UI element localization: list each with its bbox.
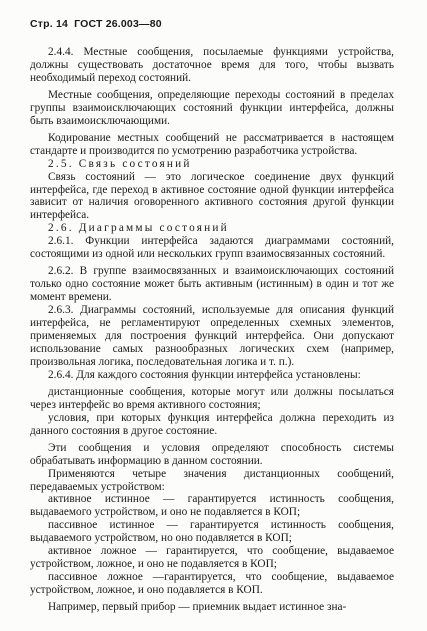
paragraph: Местные сообщения, определяющие переходы состояний в пределах группы взаимоисключающих состояний функции интерфейса, должны быть взаимоисключающими. [30, 88, 394, 127]
paragraph-2-6-2: 2.6.2. В группе взаимосвязанных и взаимоисключающих состояний только одно состояние может быть активным (истинным) в один и тот же момент времени. [30, 265, 394, 304]
list-item: пассивное ложное —гарантируется, что сообщение, выдаваемое устройством, ложное, и оно подавляется в КОП. [30, 571, 394, 597]
standard-designation: ГОСТ 26.003—80 [74, 18, 162, 30]
list-item: условия, при которых функция интерфейса должна переходить из данного состояния в другое состояние. [30, 411, 394, 437]
paragraph-2-6-4: 2.6.4. Для каждого состояния функции интерфейса установлены: [48, 368, 361, 381]
section-heading-2-5: 2.5. Связь состояний [48, 157, 192, 170]
paragraph: Связь состояний — это логическое соединение двух функций интерфейса, где переход в активное состояние одной функции интерфейса зависит от наличия оговоренного активного состояния другой функции интерфейса. [30, 170, 394, 222]
paragraph-2-6-3: 2.6.3. Диаграммы состояний, используемые для описания функций интерфейса, не регламентируют определенных схемных элементов, применяемых для построения функций интерфейса. Они допускают использование самых разнообразных логических схем (например, произвольная логика, последовательная логика и т. п.). [30, 304, 394, 368]
list-item: дистанционные сообщения, которые могут или должны посылаться через интерфейс во время активного состояния; [30, 385, 394, 411]
paragraph: Эти сообщения и условия определяют способность системы обрабатывать информацию в данном состоянии. [30, 441, 394, 467]
page-number: Стр. 14 [30, 18, 69, 30]
list-item: пассивное истинное — гарантируется истинность сообщения, выдаваемого устройством, но оно подавляется в КОП; [30, 519, 394, 545]
document-body [30, 46, 394, 614]
page-header [30, 18, 162, 30]
paragraph: Применяются четыре значения дистанционных сообщений, передаваемых устройством: [30, 467, 394, 493]
paragraph: Например, первый прибор — приемник выдает истинное зна- [48, 601, 347, 614]
paragraph: Кодирование местных сообщений не рассматривается в настоящем стандарте и производится по усмотрению разработчика устройства. [30, 131, 394, 157]
paragraph-2-6-1: 2.6.1. Функции интерфейса задаются диаграммами состояний, состоящими из одной или нескольких групп взаимосвязанных состояний. [30, 235, 394, 261]
list-item: активное ложное — гарантируется, что сообщение, выдаваемое устройством, ложное, и оно не подавляется в КОП; [30, 545, 394, 571]
list-item: активное истинное — гарантируется истинность сообщения, выдаваемого устройством, и оно не подавляется в КОП; [30, 493, 394, 519]
paragraph-2-4-4: 2.4.4. Местные сообщения, посылаемые функциями устройства, должны существовать достаточное время для того, чтобы вызвать необходимый переход состояний. [30, 46, 394, 84]
section-heading-2-6: 2.6. Диаграммы состояний [48, 222, 229, 235]
